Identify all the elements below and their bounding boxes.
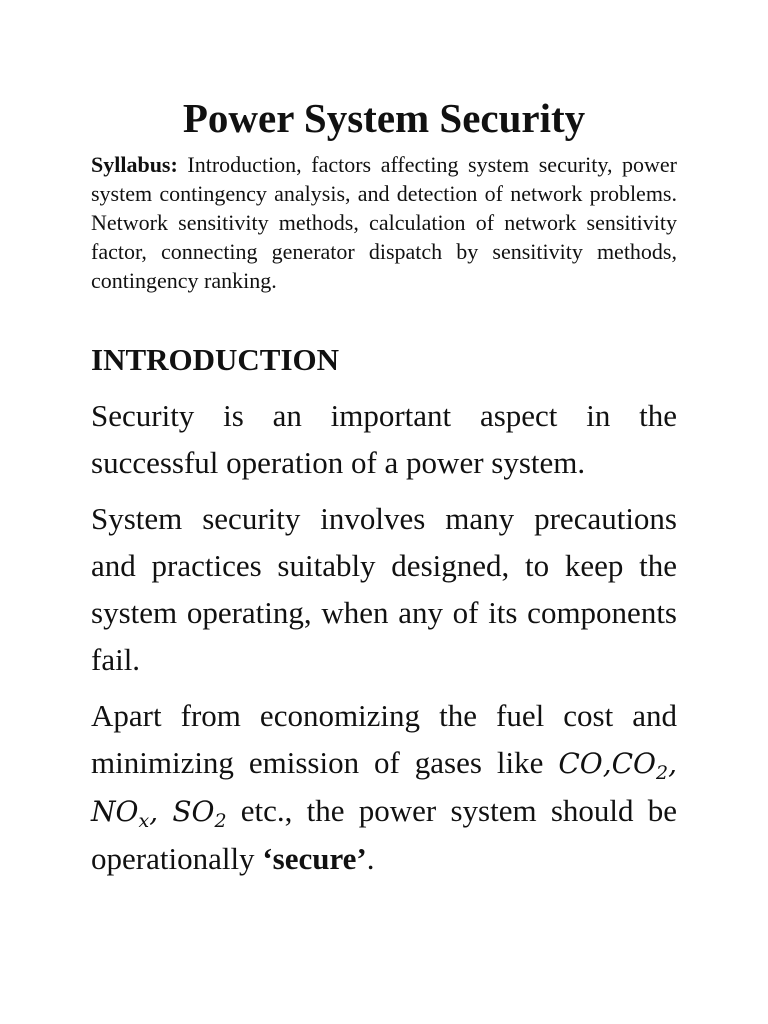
- paragraph-3-end: .: [366, 841, 375, 876]
- intro-paragraph-3: [91, 692, 677, 882]
- paragraph-3-lead-text: Apart from economizing the fuel cost and minimizing emission of gases like: [91, 698, 677, 780]
- syllabus-paragraph: [91, 150, 677, 295]
- section-heading-introduction: INTRODUCTION: [91, 342, 340, 377]
- document-title: Power System Security: [182, 95, 586, 141]
- paragraph-3-trailing-text: etc., the power system should be operationally: [91, 793, 677, 876]
- gas-formula-nox: $NO_x$,: [91, 795, 159, 832]
- syllabus-label: Syllabus:: [91, 152, 178, 177]
- emphasis-secure: ‘secure’: [262, 841, 367, 876]
- document-page: [91, 92, 677, 882]
- gas-formula-co2: $CO_2$,: [611, 747, 677, 784]
- syllabus-text: Introduction, factors affecting system security, power system contingency analysis, and detection of network problems. Network sensitivity methods, calculation of network sensitivity factor, connecting generator dispatch by sensitivity methods, contingency ranking.: [91, 152, 678, 293]
- intro-paragraph-2: System security involves many precautions and practices suitably designed, to keep the system operating, when any of its components fail.: [91, 501, 677, 677]
- gas-formula-co: CO,: [558, 747, 612, 780]
- gas-formula-so2: $SO_2$: [172, 795, 227, 832]
- intro-paragraph-1: Security is an important aspect in the successful operation of a power system.: [91, 398, 677, 480]
